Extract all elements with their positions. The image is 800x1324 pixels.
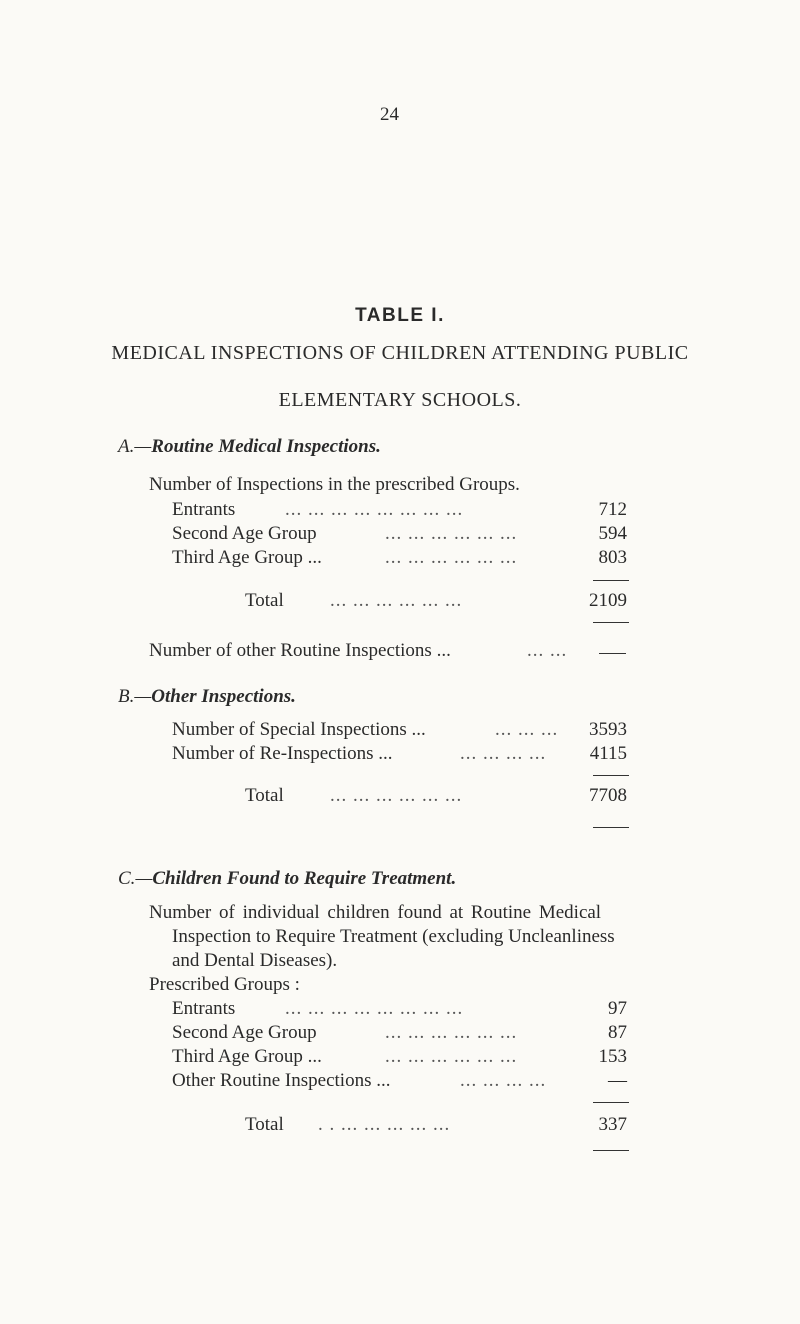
row-value: 153 [598,1046,627,1067]
table-row [0,499,800,523]
leader-dots: ... ... ... ... ... ... ... ... [285,998,464,1019]
leader-dots: ... ... ... ... ... ... [385,1022,518,1043]
sum-rule [593,580,629,581]
section-c-paragraph-line-2: Inspection to Require Treatment (excluding Uncleanliness [172,926,615,947]
total-row [0,1114,800,1138]
table-row [0,1022,800,1046]
row-label: Entrants [172,499,236,520]
row-value: 712 [598,499,627,520]
empty-value-dash [599,653,626,654]
leader-dots: ... ... [527,640,568,661]
section-a-title: Routine Medical Inspections. [151,436,381,457]
total-value: 2109 [589,590,627,611]
row-value: 803 [598,547,627,568]
table-row [0,998,800,1022]
section-c-paragraph-line-1: Number of individual children found at Routine Medical [149,902,602,923]
table-row [0,743,800,767]
leader-dots: ... ... ... ... ... ... [330,785,463,806]
total-label: Total [245,590,284,611]
section-c-paragraph-line-3: and Dental Diseases). [172,950,338,971]
section-a-letter: A. [118,436,135,457]
row-label: Other Routine Inspections ... [172,1070,391,1091]
leader-dots: ... ... ... [495,719,559,740]
total-row [0,785,800,809]
section-b-title: Other Inspections. [151,686,296,707]
row-value: 87 [608,1022,627,1043]
main-heading-line-1: MEDICAL INSPECTIONS OF CHILDREN ATTENDING PUBLIC [111,342,689,364]
row-label: Second Age Group [172,1022,317,1043]
section-a-heading: A.—Routine Medical Inspections. [118,436,381,457]
leader-dots: ... ... ... ... ... ... [385,547,518,568]
sum-rule [593,775,629,776]
leader-dots: ... ... ... ... [460,1070,547,1091]
row-label: Number of other Routine Inspections ... [149,640,451,661]
row-value: — [608,1070,627,1091]
section-c-title: Children Found to Require Treatment. [152,868,457,889]
sum-rule [593,1102,629,1103]
leader-dots: ... ... ... ... ... ... [385,1046,518,1067]
row-label: Number of Re-Inspections ... [172,743,393,764]
table-row [0,719,800,743]
total-label: Total [245,785,284,806]
row-value: 4115 [589,743,627,764]
table-title: TABLE I. [355,305,445,326]
prescribed-groups-label: Prescribed Groups : [149,974,300,995]
table-row [0,1070,800,1094]
leader-dots: ... ... ... ... ... ... [385,523,518,544]
table-row [0,547,800,571]
total-label: Total [245,1114,284,1135]
total-value: 7708 [589,785,627,806]
total-value: 337 [598,1114,627,1135]
row-label: Second Age Group [172,523,317,544]
row-label: Third Age Group ... [172,547,322,568]
section-b-letter: B. [118,686,135,707]
row-value: 594 [598,523,627,544]
page-number: 24 [380,104,399,125]
total-rule [593,1150,629,1151]
leader-dots: . . ... ... ... ... ... [318,1114,451,1135]
section-b-heading: B.—Other Inspections. [118,686,296,707]
row-value: 97 [608,998,627,1019]
section-c-letter: C. [118,868,136,889]
row-label: Number of Special Inspections ... [172,719,426,740]
row-value: 3593 [589,719,627,740]
table-row [0,1046,800,1070]
total-row [0,590,800,614]
table-row [0,640,800,664]
row-label: Third Age Group ... [172,1046,322,1067]
total-rule [593,622,629,623]
total-rule [593,827,629,828]
leader-dots: ... ... ... ... ... ... ... ... [285,499,464,520]
section-a-intro: Number of Inspections in the prescribed Groups. [149,474,520,495]
row-label: Entrants [172,998,236,1019]
leader-dots: ... ... ... ... ... ... [330,590,463,611]
table-row [0,523,800,547]
section-c-heading: C.—Children Found to Require Treatment. [118,868,457,889]
leader-dots: ... ... ... ... [460,743,547,764]
main-heading-line-2: ELEMENTARY SCHOOLS. [278,389,522,411]
